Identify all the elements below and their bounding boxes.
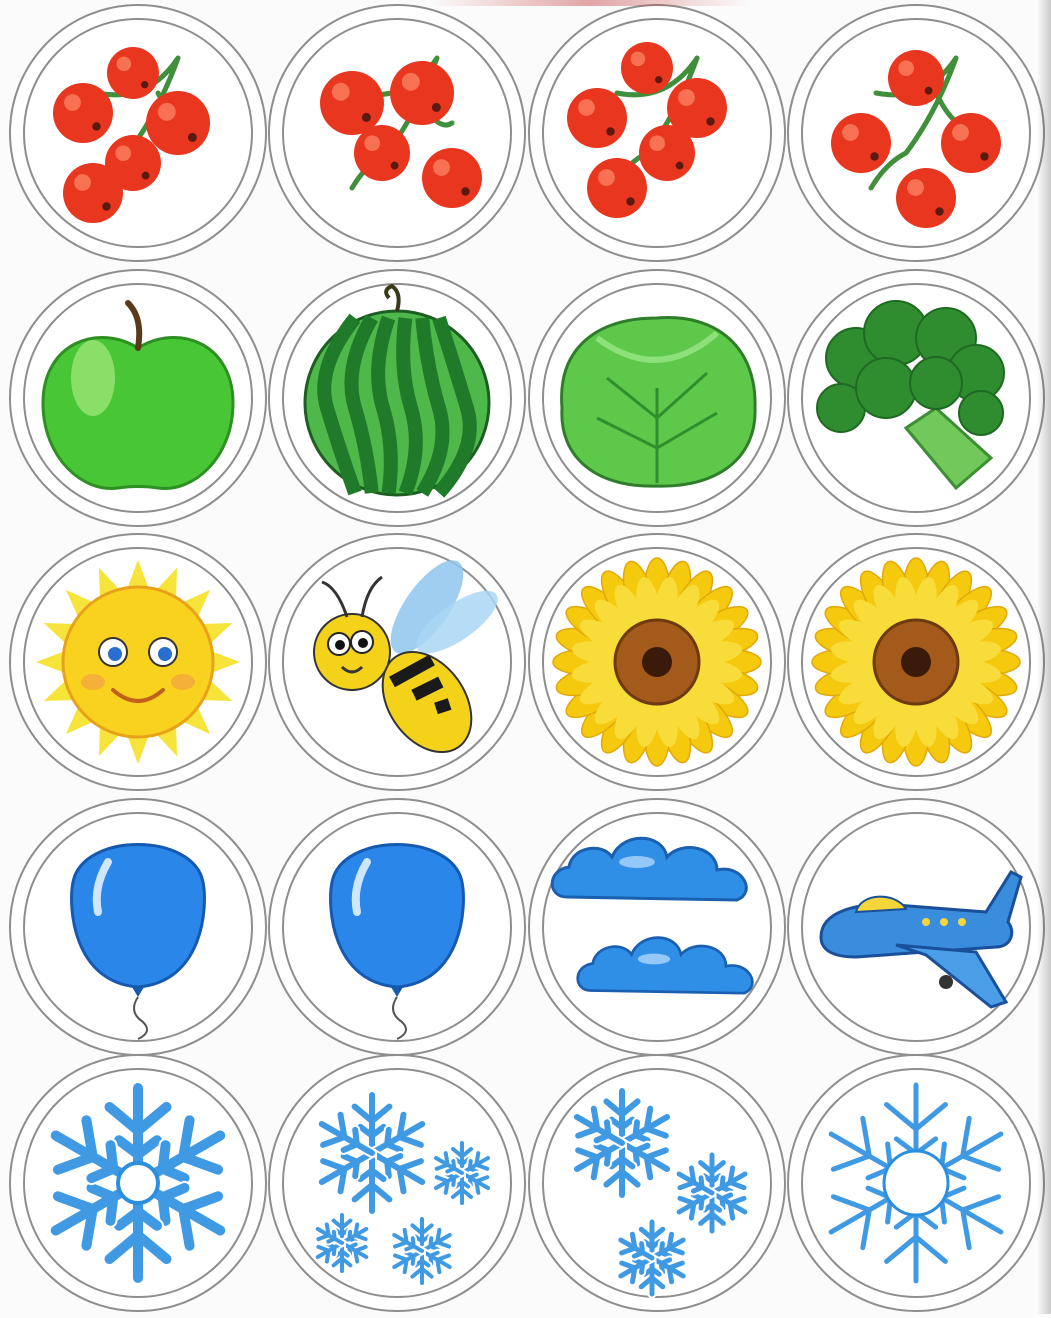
token-5-3 <box>529 1055 785 1311</box>
token-4-1 <box>10 799 266 1055</box>
token-5-1 <box>10 1055 266 1311</box>
sunflower-icon <box>553 558 761 766</box>
cabbage-icon <box>562 318 755 487</box>
token-1-1 <box>10 5 266 261</box>
token-5-4 <box>788 1055 1044 1311</box>
page-edge-shadow <box>1037 0 1051 1314</box>
token-4-2 <box>269 799 525 1055</box>
page-edge-marking <box>430 0 750 6</box>
token-3-4 <box>788 534 1044 790</box>
token-1-3 <box>529 5 785 261</box>
token-2-2 <box>269 270 525 526</box>
token-outer-ring <box>10 5 266 261</box>
token-5-2 <box>269 1055 525 1311</box>
token-2-3 <box>529 270 785 526</box>
sunflower-icon <box>812 558 1020 766</box>
token-1-2 <box>269 5 525 261</box>
token-3-1 <box>10 534 266 790</box>
token-3-2 <box>269 534 525 790</box>
sun-icon <box>36 560 240 764</box>
token-2-1 <box>10 270 266 526</box>
token-outer-ring <box>529 799 785 1055</box>
token-3-3 <box>529 534 785 790</box>
token-1-4 <box>788 5 1044 261</box>
token-2-4 <box>788 270 1044 526</box>
token-4-3 <box>529 799 785 1055</box>
token-4-4 <box>788 799 1044 1055</box>
